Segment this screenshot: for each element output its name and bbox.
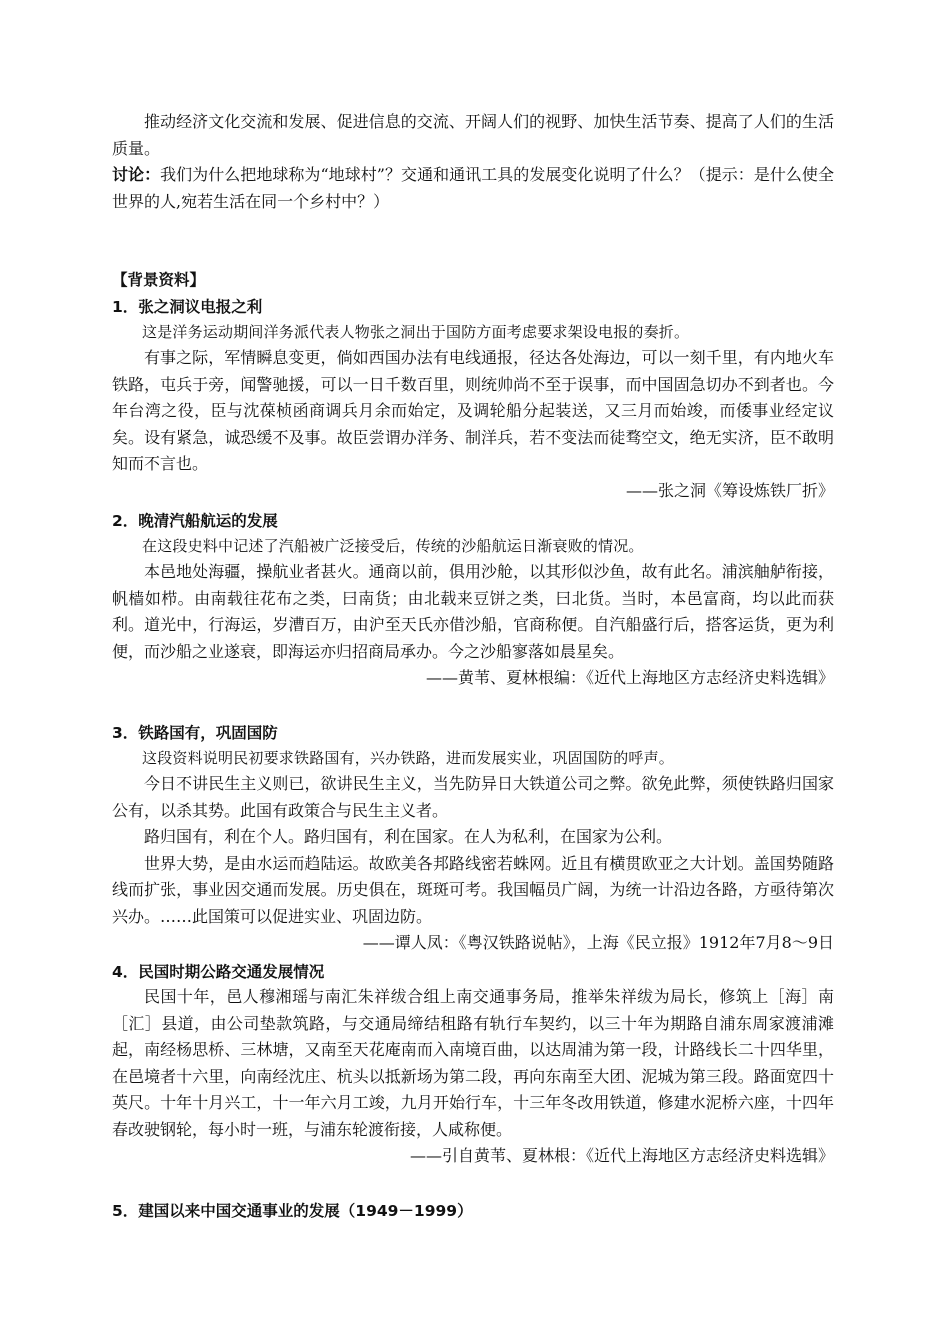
section-source: ——谭人凤：《粤汉铁路说帖》，上海《民立报》1912年7月8～9日 bbox=[362, 933, 834, 952]
section-title: 3．铁路国有，巩固国防 bbox=[112, 724, 278, 742]
discussion-text: 我们为什么把地球称为“地球村”？交通和通讯工具的发展变化说明了什么？（提示：是什么使全世界的人,宛若生活在同一个乡村中？） bbox=[112, 165, 834, 211]
section-title: 2．晚清汽船航运的发展 bbox=[112, 512, 278, 530]
intro-paragraph: 推动经济文化交流和发展、促进信息的交流、开阔人们的视野、加快生活节奏、提高了人们的生活质量。 bbox=[112, 112, 834, 158]
section-note: 在这段史料中记述了汽船被广泛接受后，传统的沙船航运日渐衰败的情况。 bbox=[142, 537, 644, 555]
section-2 bbox=[112, 509, 834, 691]
background-heading-block bbox=[112, 268, 834, 292]
discussion-label: 讨论： bbox=[112, 165, 161, 184]
section-3 bbox=[112, 721, 834, 956]
section-4 bbox=[112, 960, 834, 1169]
discussion-block bbox=[112, 162, 834, 215]
section-note: 这段资料说明民初要求铁路国有，兴办铁路，进而发展实业，巩固国防的呼声。 bbox=[142, 749, 675, 767]
section-paragraph: 本邑地处海疆，操航业者甚火。通商以前，俱用沙舱，以其形似沙鱼，故有此名。浦滨舳舻衔接，帆樯如栉。由南载往花布之类，曰南货；由北载来豆饼之类，曰北货。当时，本邑富商，均以此而获利。道光中，行海运，岁漕百万，由沪至天氏亦借沙船，官商称便。自汽船盛行后，搭客运货，更为利便，而沙船之业遂衰，即海运亦归招商局承办。今之沙船寥落如晨星矣。 bbox=[112, 562, 834, 661]
section-source: ——引自黄苇、夏林根：《近代上海地区方志经济史料选辑》 bbox=[409, 1146, 834, 1165]
intro-paragraph-block bbox=[112, 109, 834, 162]
section-title: 4．民国时期公路交通发展情况 bbox=[112, 963, 325, 981]
section-source: ——张之洞《筹设炼铁厂折》 bbox=[625, 480, 834, 500]
section-title: 1．张之洞议电报之利 bbox=[112, 298, 263, 316]
section-5 bbox=[112, 1199, 834, 1223]
section-paragraph: 民国十年，邑人穆湘瑶与南汇朱祥绂合组上南交通事务局，推举朱祥绂为局长，修筑上［海］南［汇］县道，由公司垫款筑路，与交通局缔结租路有轨行车契约，以三十年为期路自浦东周家渡浦滩起，南经杨思桥、三林塘，又南至天花庵南而入南境百曲，以达周浦为第一段，计路线长二十四华里，在邑境者十六里，向南经沈庄、杭头以抵新场为第二段，再向东南至大团、泥城为第三段。路面宽四十英尺。十年十月兴工，十一年六月工竣，九月开始行车，十三年冬改用铁道，修建水泥桥六座，十四年春改驶钢轮，每小时一班，与浦东轮渡衔接，人咸称便。 bbox=[112, 987, 834, 1139]
section-note: 这是洋务运动期间洋务派代表人物张之洞出于国防方面考虑要求架设电报的奏折。 bbox=[142, 323, 690, 341]
section-paragraph: 今日不讲民生主义则已，欲讲民生主义，当先防异日大铁道公司之弊。欲免此弊，须使铁路归国家公有，以杀其势。此国有政策合与民生主义者。 bbox=[112, 774, 834, 820]
section-source: ——黄苇、夏林根编：《近代上海地区方志经济史料选辑》 bbox=[425, 668, 834, 687]
background-heading: 【背景资料】 bbox=[112, 271, 206, 289]
section-1 bbox=[112, 295, 834, 504]
section-paragraph: 世界大势，是由水运而趋陆运。故欧美各邦路线密若蛛网。近且有横贯欧亚之大计划。盖国势随路线而扩张，事业因交通而发展。历史俱在，斑斑可考。我国幅员广阔，为统一计沿边各路，方亟待第次兴办。……此国策可以促进实业、巩固边防。 bbox=[112, 853, 834, 926]
section-paragraph: 有事之际，军情瞬息变更，倘如西国办法有电线通报，径达各处海边，可以一刻千里，有内地火车铁路，屯兵于旁，闻警驰援，可以一日千数百里，则统帅尚不至于误事，而中国固急切办不到者也。今年台湾之役，臣与沈葆桢函商调兵月余而始定，及调轮船分起装送，又三月而始竣，而倭事业经定议矣。设有紧急，诚恐缓不及事。故臣尝谓办洋务、制洋兵，若不变法而徒骛空文，绝无实济，臣不敢明知而不言也。 bbox=[112, 348, 834, 473]
discussion-paragraph bbox=[112, 162, 834, 215]
section-paragraph: 路归国有，利在个人。路归国有，利在国家。在人为私利，在国家为公利。 bbox=[144, 827, 673, 846]
section-title: 5．建国以来中国交通事业的发展（1949－1999） bbox=[112, 1202, 473, 1220]
